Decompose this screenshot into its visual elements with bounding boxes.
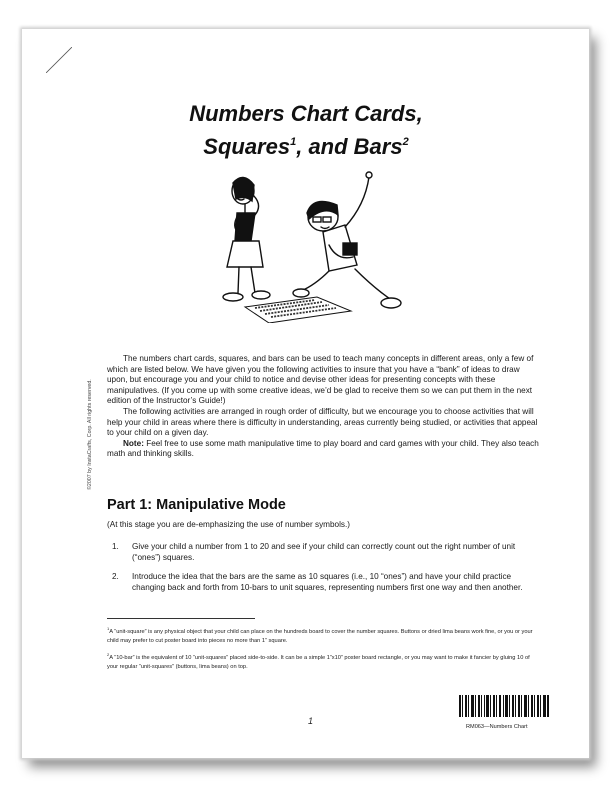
footnote-divider bbox=[107, 618, 255, 619]
title-line-1: Numbers Chart Cards, bbox=[189, 101, 423, 126]
list-item-text: Give your child a number from 1 to 20 and see if your child can correctly count out the right number of unit (“ones”) squares. bbox=[132, 542, 516, 562]
title-line-2: Squares$^1$, and Bars$^2$ bbox=[203, 134, 409, 159]
note-label: Note: bbox=[123, 438, 144, 448]
section-subtitle: (At this stage you are de-emphasizing the use of number symbols.) bbox=[107, 520, 351, 529]
note-text: Feel free to use some math manipulative time to play board and card games with your child. They also teach math and thinking skills. bbox=[107, 438, 539, 459]
intro-paragraph: The following activities are arranged in rough order of difficulty, but we encourage you to choose activities that will help your child in areas where there is difficulty in understanding, areas currently being studied, or activities that appeal to your child on a given day. bbox=[107, 406, 538, 438]
list-item bbox=[112, 542, 537, 563]
intro-paragraph: The numbers chart cards, squares, and bars can be used to teach many concepts in different areas, only a few of which are listed below. We have given you the following activities to insure that you have a “bank” of ideas to draw upon, but encourage you and your child to notice and devise other ideas for presenting concepts with these manipulatives. (If you come up with some creative ideas, we’d be glad to receive them so we can put them in the next edition of the Instructor’s Guide!) bbox=[107, 354, 534, 406]
activity-list bbox=[112, 542, 537, 602]
barcode-icon bbox=[459, 695, 549, 717]
crop-mark-icon bbox=[46, 47, 72, 73]
page-number: 1 bbox=[308, 716, 314, 726]
list-item bbox=[112, 572, 537, 593]
footnote: $^2$A “10-bar” is the equivalent of 10 “unit-squares” placed side-to-side. It can be a simple 1”x10” poster board rectangle, or you may want to make it fancier by gluing 10 of your regular “unit-squares” (buttons, lima beans) on top. bbox=[107, 651, 530, 670]
product-code: RM063—Numbers Chart bbox=[466, 724, 528, 730]
children-with-number-chart-illustration bbox=[205, 165, 405, 323]
section-heading: Part 1: Manipulative Mode bbox=[107, 497, 286, 513]
note-paragraph bbox=[107, 439, 539, 460]
list-item-number: 1. bbox=[112, 542, 119, 551]
intro-text bbox=[107, 354, 539, 460]
document-title bbox=[100, 100, 512, 161]
copyright-notice: ©2007 by InstaCrafts, Corp. All rights reserved. bbox=[87, 379, 93, 490]
footnotes bbox=[107, 624, 539, 676]
list-item-text: Introduce the idea that the bars are the same as 10 squares (i.e., 10 “ones”) and have your child practice changing back and forth from 10-bars to unit squares, representing numbers first one way and then another. bbox=[132, 572, 523, 592]
footnote: $^1$A “unit-square” is any physical object that your child can place on the hundreds board to cover the number squares. Buttons or dried lima beans work fine, or you or your child may prefer to cut poster board into pieces no more than 1” square. bbox=[107, 626, 533, 644]
list-item-number: 2. bbox=[112, 572, 119, 582]
